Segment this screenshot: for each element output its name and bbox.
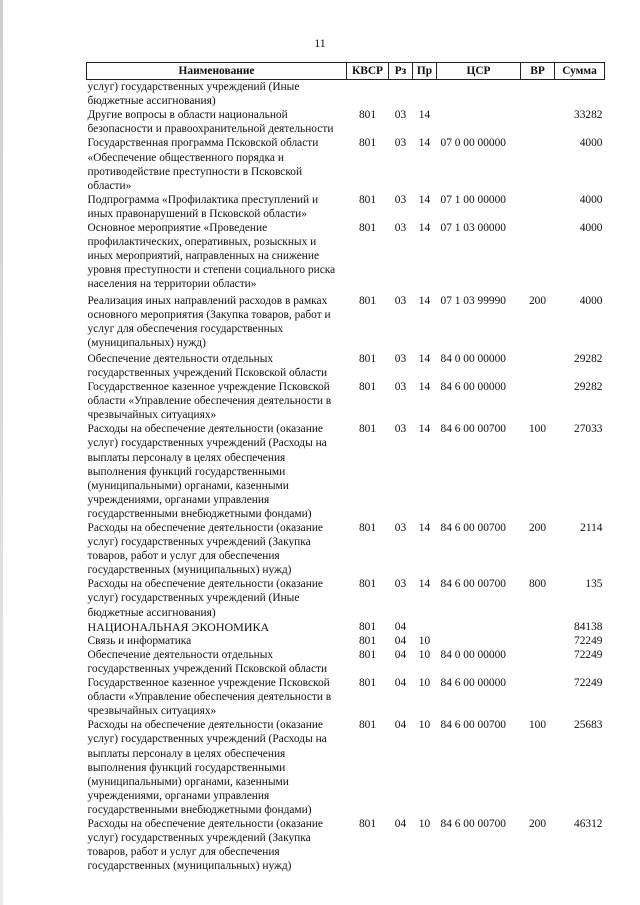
row-sum: 4000 [579,193,603,206]
budget-table [86,62,605,873]
row-rz: 04 [394,634,407,647]
table-row [87,422,605,521]
row-name: Обеспечение деятельности отдельных государственных учреждений Псковской области [87,352,328,379]
row-pr: 14 [418,193,431,206]
header-sum: Сумма [555,63,605,80]
row-sum: 2114 [580,522,603,534]
row-csr: 84 6 00 00000 [440,381,506,394]
row-name: Обеспечение деятельности отдельных государственных учреждений Псковской области [87,648,328,675]
row-vr [521,648,555,676]
row-name: Реализация иных направлений расходов в рамках основного мероприятия (Закупка товаров, работ и услуг для обеспечения государственных (муниципальных) нужд) [87,294,331,349]
row-rz: 04 [394,677,407,690]
row-name: Расходы на обеспечение деятельности (оказание услуг) государственных учреждений (Закупка товаров, работ и услуг для обеспечения государственных (муниципальных) нужд) [87,522,323,577]
header-name: Наименование [87,63,347,80]
row-pr: 10 [418,634,431,647]
table-row [87,80,605,109]
row-kvsr: 801 [358,423,377,436]
row-csr: 84 0 00 00000 [440,352,506,365]
row-rz: 03 [394,222,407,235]
row-rz: 03 [394,381,407,394]
row-rz: 04 [394,719,407,732]
row-kvsr: 801 [358,294,377,307]
row-csr [437,108,521,136]
row-csr: 07 1 03 00000 [440,222,506,235]
row-sum: 72249 [574,677,603,690]
row-csr: 84 6 00 00000 [440,677,506,690]
row-csr: 84 6 00 00700 [440,423,506,436]
row-rz: 03 [394,109,407,122]
row-name: Государственная программа Псковской области «Обеспечение общественного порядка и противодействие преступности в Псковской области» [87,137,319,192]
header-kvsr: КВСР [347,63,389,80]
row-vr [521,350,555,380]
row-sum: 72249 [574,648,603,661]
row-name: услуг) государственных учреждений (Иные бюджетные ассигнования) [87,81,300,108]
row-kvsr: 801 [358,817,377,830]
row-sum: 25683 [574,719,603,732]
row-name: НАЦИОНАЛЬНАЯ ЭКОНОМИКА [87,619,270,634]
table-row [87,648,605,676]
row-kvsr: 801 [358,578,377,591]
row-pr: 14 [418,137,431,150]
row-pr: 14 [418,423,431,436]
row-vr [521,108,555,136]
row-pr [413,620,437,634]
row-pr [413,80,437,109]
row-name: Другие вопросы в области национальной безопасности и правоохранительной деятельности [87,109,334,136]
row-vr: 100 [528,423,547,436]
row-vr [521,380,555,422]
row-csr: 84 6 00 00700 [440,817,506,830]
row-vr [521,676,555,718]
scan-edge [0,0,3,905]
row-rz: 03 [394,352,407,365]
table-row [87,817,605,873]
row-name: Расходы на обеспечение деятельности (оказание услуг) государственных учреждений (Иные бюджетные ассигнования) [87,578,323,619]
table-row [87,350,605,380]
row-rz: 04 [394,817,407,830]
row-kvsr: 801 [358,719,377,732]
row-sum [555,80,605,109]
row-vr [521,634,555,648]
row-pr: 14 [418,381,431,394]
row-csr: 84 0 00 00000 [440,648,506,661]
row-sum: 29282 [574,352,603,365]
row-vr: 100 [528,719,547,732]
row-csr [437,80,521,109]
row-kvsr: 801 [358,352,377,365]
row-vr [521,193,555,221]
row-name: Расходы на обеспечение деятельности (оказание услуг) государственных учреждений (Закупка товаров, работ и услуг для обеспечения государственных (муниципальных) нужд) [87,817,323,873]
row-kvsr: 801 [358,648,377,661]
row-pr: 10 [418,677,431,690]
row-pr: 10 [418,719,431,732]
table-row [87,108,605,136]
row-name: Расходы на обеспечение деятельности (оказание услуг) государственных учреждений (Расходы на выплаты персоналу в целях обеспечения выполнения функций государственными (муниципальными) органами, казенными учреждениями, органами управления государственными внебюджетными фондами) [87,423,327,520]
row-rz: 03 [394,578,407,591]
row-rz: 04 [394,648,407,661]
row-sum: 84138 [574,620,603,633]
row-csr: 84 6 00 00700 [440,578,506,591]
row-name: Государственное казенное учреждение Псковской области «Управление обеспечения деятельности в чрезвычайных ситуациях» [87,381,332,422]
table-row [87,634,605,648]
row-vr: 200 [528,522,547,534]
table-row [87,380,605,422]
row-rz [389,80,413,109]
row-rz: 03 [394,423,407,436]
row-sum: 4000 [579,222,603,235]
table-row [87,676,605,718]
row-name: Государственное казенное учреждение Псковской области «Управление обеспечения деятельности в чрезвычайных ситуациях» [87,677,332,718]
row-vr [521,620,555,634]
row-name: Подпрограмма «Профилактика преступлений и иных правонарушений в Псковской области» [87,193,319,220]
row-rz: 03 [394,294,407,307]
table-row [87,221,605,291]
row-vr [521,136,555,192]
row-vr: 200 [528,294,547,307]
row-sum: 135 [585,578,603,591]
table-row [87,521,605,577]
row-kvsr [347,80,389,109]
row-vr: 200 [528,817,547,830]
row-kvsr: 801 [358,634,377,647]
row-kvsr: 801 [358,522,377,534]
row-pr: 14 [418,294,431,307]
row-csr: 84 6 00 00700 [440,719,506,732]
header-pr: Пр [413,63,437,80]
row-pr: 10 [418,817,431,830]
table-row [87,718,605,817]
row-csr: 07 0 00 00000 [440,137,506,150]
header-csr: ЦСР [437,63,521,80]
row-kvsr: 801 [358,677,377,690]
row-pr: 14 [418,109,431,122]
row-rz: 03 [394,137,407,150]
row-csr: 84 6 00 00700 [440,522,506,534]
table-row [87,292,605,350]
row-kvsr: 801 [358,620,377,633]
table-row [87,136,605,192]
row-sum: 72249 [574,634,603,647]
row-rz: 03 [394,522,407,534]
row-sum: 46312 [574,817,603,830]
table-row [87,620,605,634]
row-csr: 07 1 03 99990 [440,294,506,307]
page-number: 11 [314,36,326,50]
row-rz: 04 [394,620,407,633]
table-row [87,193,605,221]
row-kvsr: 801 [358,381,377,394]
row-sum: 29282 [574,381,603,394]
row-csr: 07 1 00 00000 [440,193,506,206]
row-pr: 14 [418,352,431,365]
row-pr: 14 [418,222,431,235]
row-kvsr: 801 [358,193,377,206]
row-name: Связь и информатика [87,634,192,647]
row-vr [521,80,555,109]
row-sum: 27033 [574,423,603,436]
table-row [87,577,605,619]
row-kvsr: 801 [358,109,377,122]
row-name: Основное мероприятие «Проведение профилактических, оперативных, розыскных и иных мероприятий, направленных на снижение уровня преступности и степени социального риска населения на территории области» [87,222,336,291]
row-csr [437,634,521,648]
row-pr: 14 [418,578,431,591]
row-name: Расходы на обеспечение деятельности (оказание услуг) государственных учреждений (Расходы на выплаты персоналу в целях обеспечения выполнения функций государственными (муниципальными) органами, казенными учреждениями, органами управления государственными внебюджетными фондами) [87,719,327,816]
header-vr: ВР [521,63,555,80]
row-vr [521,221,555,291]
row-sum: 33282 [574,109,603,122]
row-pr: 14 [418,522,431,534]
row-vr: 800 [528,578,547,591]
row-sum: 4000 [579,294,603,307]
row-kvsr: 801 [358,222,377,235]
row-csr [437,620,521,634]
row-kvsr: 801 [358,137,377,150]
header-rz: Рз [389,63,413,80]
table-header-row [87,63,605,80]
row-sum: 4000 [579,137,603,150]
row-rz: 03 [394,193,407,206]
row-pr: 10 [418,648,431,661]
